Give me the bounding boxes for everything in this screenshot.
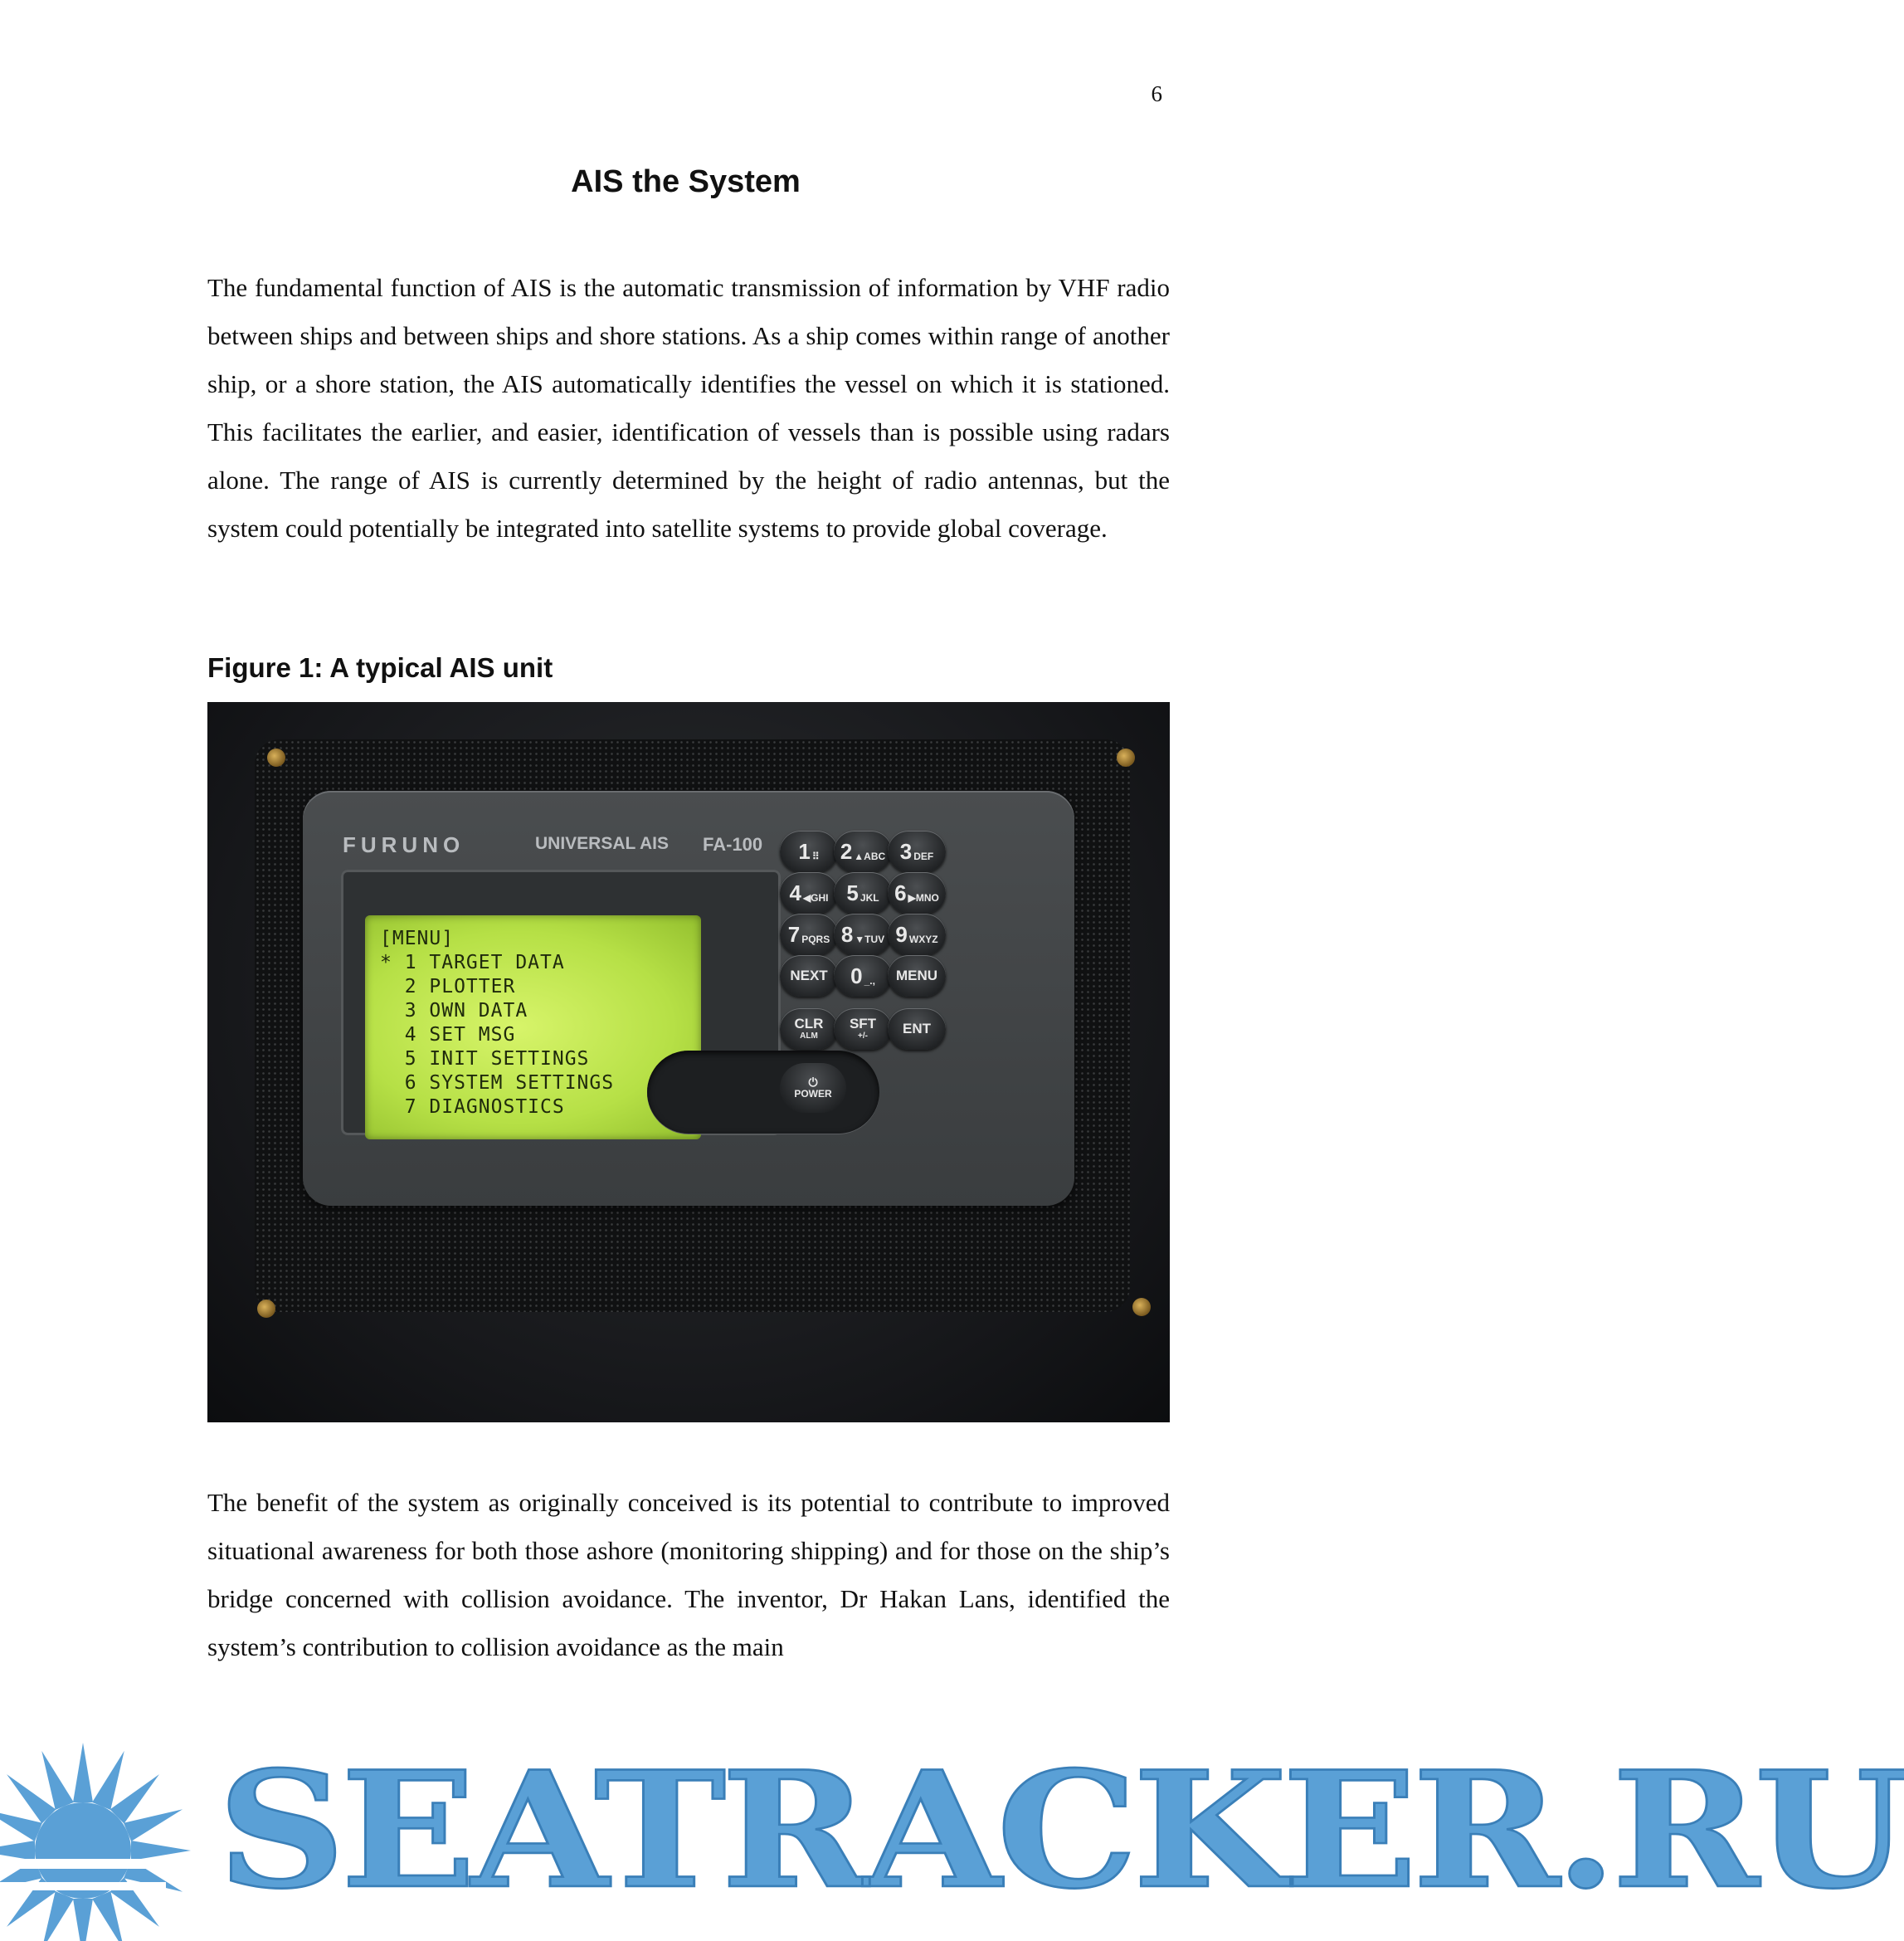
key-menu: MENU [888,955,946,997]
brand-logo: FURUNO [343,832,465,857]
lcd-line: [MENU] [380,928,455,949]
model-number: FA-100 [703,834,763,855]
ais-device-panel [303,791,1074,1206]
key-7: 7 PQRS [780,914,838,955]
section-title: AIS the System [571,164,801,199]
screw-icon [1132,1298,1151,1316]
key-sft: SFT +/- [834,1008,892,1050]
screw-icon [257,1300,275,1318]
power-button: ⏻ POWER [780,1063,846,1113]
lcd-line: 7 DIAGNOSTICS [380,1096,565,1118]
watermark-text: SEATRACKER.RU [217,1736,1904,1924]
key-0: 0 _., [834,955,892,997]
power-icon: ⏻ [808,1075,818,1089]
lcd-line: 2 PLOTTER [380,976,516,997]
lcd-line: 5 INIT SETTINGS [380,1048,590,1070]
lcd-line: * 1 TARGET DATA [380,952,565,973]
key-8: 8 ▼TUV [834,914,892,955]
key-1: 1 ⠿ [780,831,838,872]
key-clr: CLR ALM [780,1008,838,1050]
key-6: 6 ▶MNO [888,872,946,914]
page-number: 6 [1151,81,1162,106]
key-ent: ENT [888,1008,946,1050]
model-label: UNIVERSAL AIS [535,834,670,853]
lcd-menu [380,927,614,1119]
paragraph-intro: The fundamental function of AIS is the automatic transmission of information by VHF radio between ships and between ships and shore stations. As a ship comes within range of another ship, or a shore station, the AIS automatically identifies the vessel on which it is stationed. This facilitates the earlier, and easier, identification of vessels than is possible using radars alone. The range of AIS is currently determined by the height of radio antennas, but the system could potentially be integrated into satellite systems to provide global coverage. [207,273,1170,543]
key-4: 4 ◀GHI [780,872,838,914]
key-9: 9 WXYZ [888,914,946,955]
screw-icon [267,749,285,767]
screw-icon [1117,749,1135,767]
lcd-line: 3 OWN DATA [380,1000,528,1022]
key-3: 3 DEF [888,831,946,872]
paragraph-benefit: The benefit of the system as originally conceived is its potential to contribute to improved situational awareness for both those ashore (monitoring shipping) and for those on the ship’s bridge concerned with collision avoidance. The inventor, Dr Hakan Lans, identified the system’s contribution to collision avoidance as the main [207,1488,1170,1661]
figure-caption: Figure 1: A typical AIS unit [207,652,553,683]
lcd-line: 4 SET MSG [380,1024,516,1046]
lcd-line: 6 SYSTEM SETTINGS [380,1072,615,1094]
ais-unit-photo [207,702,1170,1422]
key-5: 5 JKL [834,872,892,914]
key-2: 2 ▲ABC [834,831,892,872]
key-next: NEXT [780,955,838,997]
